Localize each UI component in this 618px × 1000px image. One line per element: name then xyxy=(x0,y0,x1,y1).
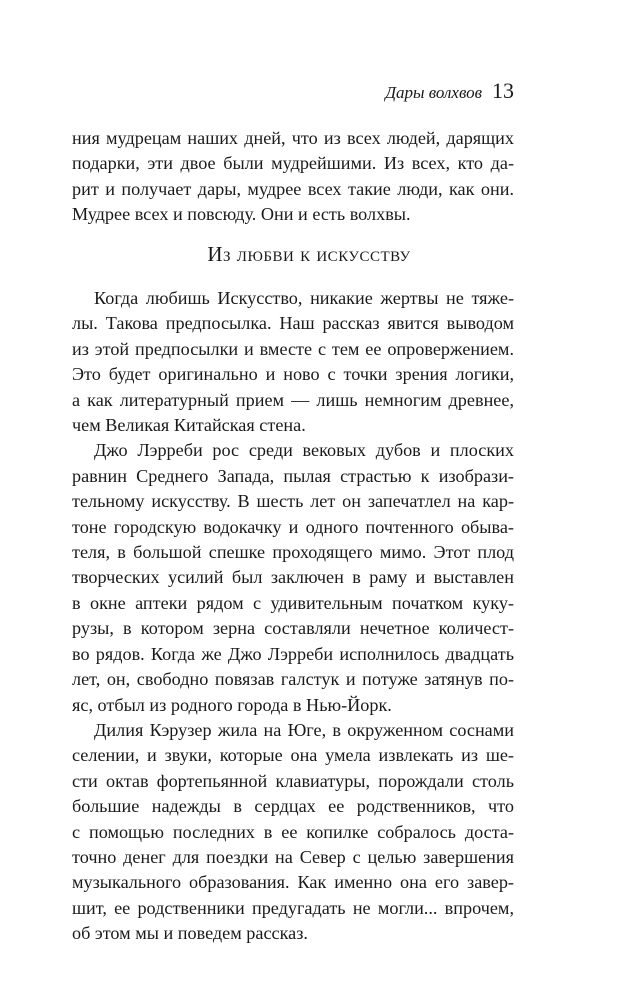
top-paragraph xyxy=(72,126,514,228)
text-line: тоне городскую водокачку и одного почтенного обыва- xyxy=(72,516,514,537)
text-line: во рядов. Когда же Джо Лэрреби исполнилось двадцать xyxy=(72,643,514,664)
text-line: ния мудрецам наших дней, что из всех людей, дарящих xyxy=(72,128,514,148)
text-line: с помощью последних в ее копилке собралось доста- xyxy=(72,821,514,842)
text-line: из этой предпосылки и вместе с тем ее опровержением. xyxy=(72,338,514,359)
text-line: рузы, в котором зерна составляли нечетное количест- xyxy=(72,618,514,639)
text-line: сти октав фортепьянной клавиатуры, порождали столь xyxy=(72,770,514,791)
running-head xyxy=(385,78,514,104)
text-line: шит, ее родственники предугадать не могли... впрочем, xyxy=(72,897,514,918)
text-line: тельному искусству. В шесть лет он запечатлел на кар- xyxy=(72,491,514,512)
text-line: чем Великая Китайская стена. xyxy=(72,415,306,436)
text-line: об этом мы и поведем рассказ. xyxy=(72,923,308,944)
main-text xyxy=(72,286,514,947)
text-line: лет, он, свободно повязав галстук и потуже затянув по- xyxy=(72,669,514,690)
paragraph xyxy=(72,286,514,438)
text-line: большие надежды в сердцах ее родственников, что xyxy=(72,796,514,817)
running-head-title: Дары волхвов xyxy=(385,83,482,102)
text-line: в окне аптеки рядом с удивительным початком куку- xyxy=(72,592,514,613)
paragraph xyxy=(72,438,514,717)
page-number: 13 xyxy=(492,78,514,103)
text-line: селении, и звуки, которые она умела извлекать из ше- xyxy=(72,745,514,766)
text-line: Это будет оригинально и ново с точки зрения логики, xyxy=(72,364,514,385)
text-line: рит и получает дары, мудрее всех такие люди, как они. xyxy=(72,178,514,199)
paragraph xyxy=(72,718,514,947)
text-line: теля, в большой спешке проходящего мимо. Этот плод xyxy=(72,542,514,563)
text-line: равнин Среднего Запада, пылая страстью к изобрази- xyxy=(72,465,514,486)
section-title: Из любви к искусству xyxy=(207,242,411,266)
text-line: Дилия Кэрузер жила на Юге, в окруженном соснами xyxy=(94,719,514,740)
text-line: музыкального образования. Как именно она его завер- xyxy=(72,872,514,893)
text-line: яс, отбыл из родного города в Нью-Йорк. xyxy=(72,694,392,715)
text-line: Когда любишь Искусство, никакие жертвы не тяже- xyxy=(94,288,514,308)
text-line: Джо Лэрреби рос среди вековых дубов и плоских xyxy=(94,440,514,461)
text-line: Мудрее всех и повсюду. Они и есть волхвы. xyxy=(72,204,411,225)
text-line: а как литературный прием — лишь немногим древнее, xyxy=(72,389,514,410)
text-line: точно денег для поездки на Север с целью завершения xyxy=(72,846,514,867)
text-line: лы. Такова предпосылка. Наш рассказ явится выводом xyxy=(72,313,514,334)
text-line: творческих усилий был заключен в раму и выставлен xyxy=(72,567,514,588)
text-line: подарки, эти двое были мудрейшими. Из всех, кто да- xyxy=(72,153,514,174)
